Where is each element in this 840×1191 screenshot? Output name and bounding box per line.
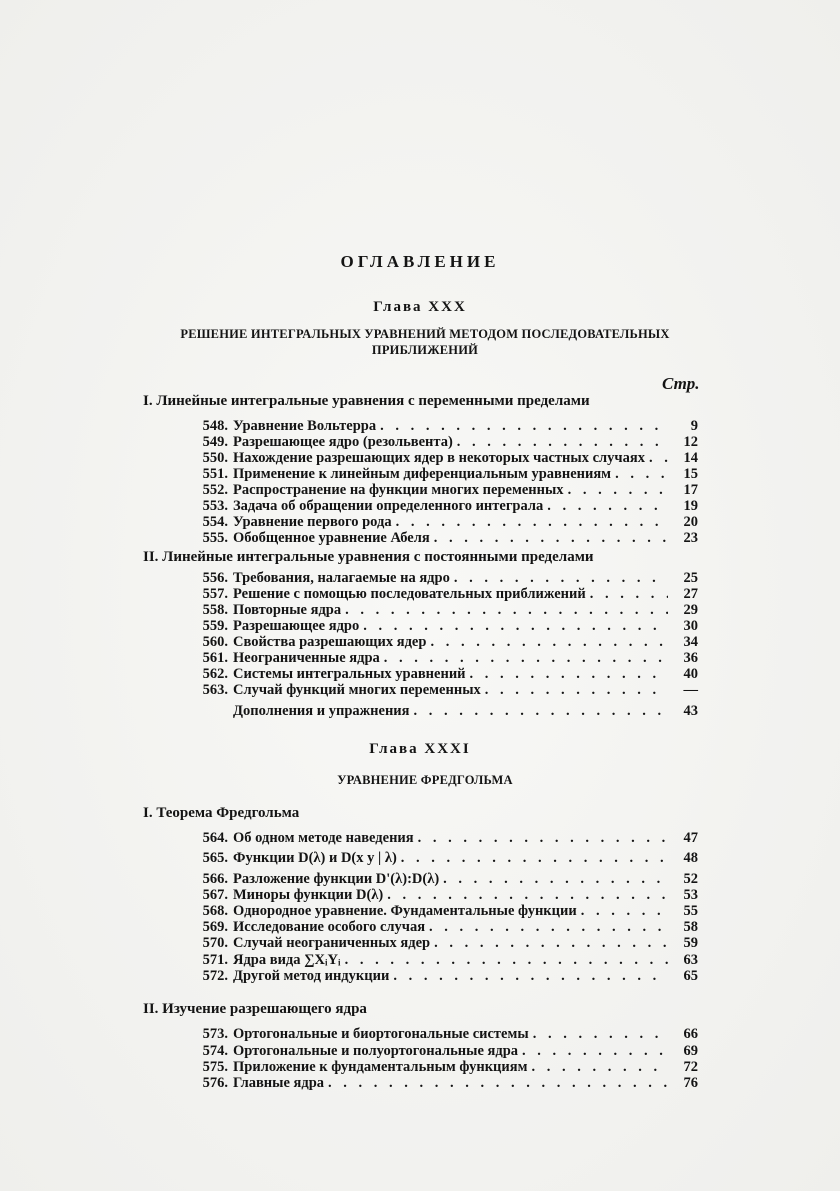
toc-entry: [180, 418, 698, 435]
toc-entry-number: 563.: [202, 682, 228, 698]
toc-entry-page: 76: [683, 1075, 698, 1091]
dot-leader: [430, 634, 668, 651]
toc-entry-title: Разложение функции D'(λ):D(λ): [233, 871, 440, 887]
dot-leader: [615, 466, 668, 483]
dot-leader: [418, 830, 668, 847]
toc-entry-number: 553.: [202, 498, 228, 514]
toc-entry-number: 549.: [202, 434, 228, 450]
toc-entry-title: Требования, налагаемые на ядро: [233, 570, 450, 586]
dot-leader: [384, 650, 668, 667]
dot-leader: [434, 935, 668, 952]
toc-entry: [180, 703, 698, 720]
toc-entry-title: Главные ядра: [233, 1075, 325, 1091]
toc-entry-number: 558.: [202, 602, 228, 618]
toc-entry-number: 564.: [202, 830, 228, 846]
toc-entry-number: 557.: [202, 586, 228, 602]
toc-entry-page: 20: [683, 514, 698, 530]
dot-leader: [345, 602, 668, 619]
toc-entry-number: 561.: [202, 650, 228, 666]
toc-entry: [180, 450, 698, 467]
toc-entry-title: Функции D(λ) и D(x y | λ): [233, 850, 397, 866]
toc-entry-number: 572.: [202, 968, 228, 984]
toc-entry-number: 576.: [202, 1075, 228, 1091]
toc-entry: [180, 935, 698, 952]
toc-entry-page: 59: [683, 935, 698, 951]
dot-leader: [568, 482, 668, 499]
toc-entry-title: Приложение к фундаментальным функциям: [233, 1059, 528, 1075]
toc-entry-page: 25: [683, 570, 698, 586]
toc-entry: [180, 650, 698, 667]
toc-entry-title: Миноры функции D(λ): [233, 887, 384, 903]
toc-entry-page: 55: [683, 903, 698, 919]
toc-entry: [180, 968, 698, 985]
toc-entry-number: 559.: [202, 618, 228, 634]
toc-entry-page: 15: [683, 466, 698, 482]
toc-entry-number: 568.: [202, 903, 228, 919]
toc-entry-title: Уравнение Вольтерра: [233, 418, 377, 434]
toc-entry-title: Обобщенное уравнение Абеля: [233, 530, 430, 546]
toc-entry-number: 552.: [202, 482, 228, 498]
chapter-subtitle: РЕШЕНИЕ ИНТЕГРАЛЬНЫХ УРАВНЕНИЙ МЕТОДОМ ПОСЛЕДОВАТЕЛЬНЫХ ПРИБЛИЖЕНИЙ: [180, 327, 670, 357]
toc-entry: [180, 498, 698, 515]
toc-entry: [180, 830, 698, 847]
toc-entry-page: 47: [683, 830, 698, 846]
toc-entry-title: Об одном методе наведения: [233, 830, 414, 846]
toc-entry-page: 19: [683, 498, 698, 514]
dot-leader: [429, 919, 668, 936]
toc-entry-title: Случай неограниченных ядер: [233, 935, 431, 951]
toc-entry-page: 36: [683, 650, 698, 666]
toc-entry-page: 43: [683, 703, 698, 719]
toc-entry-title: Решение с помощью последовательных приближений: [233, 586, 586, 602]
toc-entry-title: Другой метод индукции: [233, 968, 390, 984]
toc-entry-title: Исследование особого случая: [233, 919, 426, 935]
chapter-subtitle: УРАВНЕНИЕ ФРЕДГОЛЬМА: [337, 773, 513, 787]
toc-entry: [180, 903, 698, 920]
dot-leader: [414, 703, 669, 720]
toc-entry-number: 550.: [202, 450, 228, 466]
toc-entry: [180, 850, 698, 867]
toc-entry: [180, 618, 698, 635]
toc-entry: [180, 466, 698, 483]
toc-entry: [180, 634, 698, 651]
dot-leader: [380, 418, 668, 435]
toc-entry-title: Ядра вида ∑XᵢYᵢ: [233, 952, 341, 968]
toc-entry-page: 40: [683, 666, 698, 682]
dot-leader: [457, 434, 668, 451]
toc-entry-page: 72: [683, 1059, 698, 1075]
toc-entry-page: 23: [683, 530, 698, 546]
toc-entry-number: 567.: [202, 887, 228, 903]
toc-entry: [180, 1026, 698, 1043]
toc-entry-title: Системы интегральных уравнений: [233, 666, 466, 682]
toc-entry-title: Нахождение разрешающих ядер в некоторых частных случаях: [233, 450, 645, 466]
chapter-heading: Глава XXXI: [369, 741, 471, 757]
toc-entry-number: 569.: [202, 919, 228, 935]
toc-entry-title: Задача об обращении определенного интеграла: [233, 498, 544, 514]
dot-leader: [649, 450, 668, 467]
dot-leader: [434, 530, 668, 547]
part-heading: I. Теорема Фредгольма: [143, 805, 300, 821]
toc-entry-title: Уравнение первого рода: [233, 514, 392, 530]
toc-entry-title: Неограниченные ядра: [233, 650, 380, 666]
dot-leader: [401, 850, 668, 867]
toc-entry: [180, 952, 698, 969]
toc-entry: [180, 1059, 698, 1076]
toc-entry-number: 574.: [202, 1043, 228, 1059]
dot-leader: [387, 887, 668, 904]
toc-entry-page: —: [683, 682, 698, 698]
toc-entry-number: 554.: [202, 514, 228, 530]
toc-entry-page: 58: [683, 919, 698, 935]
toc-entry-page: 30: [683, 618, 698, 634]
toc-entry-page: 63: [683, 952, 698, 968]
dot-leader: [345, 952, 668, 969]
toc-entry: [180, 586, 698, 603]
toc-entry-number: 556.: [202, 570, 228, 586]
toc-entry-page: 29: [683, 602, 698, 618]
dot-leader: [328, 1075, 668, 1092]
toc-entry-number: 575.: [202, 1059, 228, 1075]
toc-entry: [180, 871, 698, 888]
toc-entry: [180, 1075, 698, 1092]
toc-entry-number: 570.: [202, 935, 228, 951]
dot-leader: [363, 618, 668, 635]
dot-leader: [396, 514, 668, 531]
toc-entry-page: 53: [683, 887, 698, 903]
toc-entry-page: 17: [683, 482, 698, 498]
part-heading: II. Изучение разрешающего ядра: [143, 1001, 367, 1017]
toc-entry-title: Применение к линейным диференциальным уравнениям: [233, 466, 612, 482]
toc-entry: [180, 1043, 698, 1060]
dot-leader: [531, 1059, 668, 1076]
toc-entry-page: 12: [683, 434, 698, 450]
toc-entry-title: Случай функций многих переменных: [233, 682, 481, 698]
toc-entry-number: 571.: [202, 952, 228, 968]
part-heading: II. Линейные интегральные уравнения с постоянными пределами: [143, 549, 594, 565]
toc-entry-number: 560.: [202, 634, 228, 650]
chapter-heading: Глава XXX: [373, 299, 467, 315]
toc-entry: [180, 570, 698, 587]
toc-entry: [180, 530, 698, 547]
toc-entry-page: 65: [683, 968, 698, 984]
toc-entry: [180, 514, 698, 531]
toc-title: ОГЛАВЛЕНИЕ: [340, 252, 500, 271]
toc-entry-title: Повторные ядра: [233, 602, 342, 618]
dot-leader: [470, 666, 668, 683]
toc-entry-page: 9: [690, 418, 698, 434]
toc-entry-page: 27: [683, 586, 698, 602]
dot-leader: [454, 570, 668, 587]
dot-leader: [485, 682, 668, 699]
dot-leader: [581, 903, 668, 920]
toc-entry: [180, 682, 698, 699]
toc-entry-number: 555.: [202, 530, 228, 546]
toc-entry: [180, 887, 698, 904]
dot-leader: [533, 1026, 668, 1043]
dot-leader: [393, 968, 668, 985]
toc-entry: [180, 602, 698, 619]
toc-entry: [180, 434, 698, 451]
toc-entry-title: Свойства разрешающих ядер: [233, 634, 427, 650]
toc-entry-title: Ортогональные и полуортогональные ядра: [233, 1043, 519, 1059]
dot-leader: [590, 586, 668, 603]
toc-entry: [180, 482, 698, 499]
toc-entry-number: 566.: [202, 871, 228, 887]
toc-entry-title: Распространение на функции многих переменных: [233, 482, 564, 498]
toc-entry: [180, 666, 698, 683]
toc-entry-number: 565.: [202, 850, 228, 866]
toc-entry-title: Разрешающее ядро (резольвента): [233, 434, 453, 450]
part-heading: I. Линейные интегральные уравнения с переменными пределами: [143, 393, 590, 409]
toc-entry-page: 48: [683, 850, 698, 866]
dot-leader: [443, 871, 668, 888]
toc-entry-number: 548.: [202, 418, 228, 434]
toc-entry-page: 14: [683, 450, 698, 466]
page-column-label: Стр.: [662, 374, 700, 393]
toc-entry-page: 34: [683, 634, 698, 650]
toc-entry-number: 551.: [202, 466, 228, 482]
dot-leader: [547, 498, 668, 515]
toc-entry-title: Ортогональные и биортогональные системы: [233, 1026, 529, 1042]
toc-entry-page: 52: [683, 871, 698, 887]
toc-entry-title: Однородное уравнение. Фундаментальные функции: [233, 903, 577, 919]
dot-leader: [522, 1043, 668, 1060]
toc-entry-title: Разрешающее ядро: [233, 618, 360, 634]
toc-entry-number: 573.: [202, 1026, 228, 1042]
toc-entry: [180, 919, 698, 936]
toc-entry-page: 66: [683, 1026, 698, 1042]
toc-entry-page: 69: [683, 1043, 698, 1059]
toc-entry-title: Дополнения и упражнения: [233, 703, 410, 719]
toc-entry-number: 562.: [202, 666, 228, 682]
